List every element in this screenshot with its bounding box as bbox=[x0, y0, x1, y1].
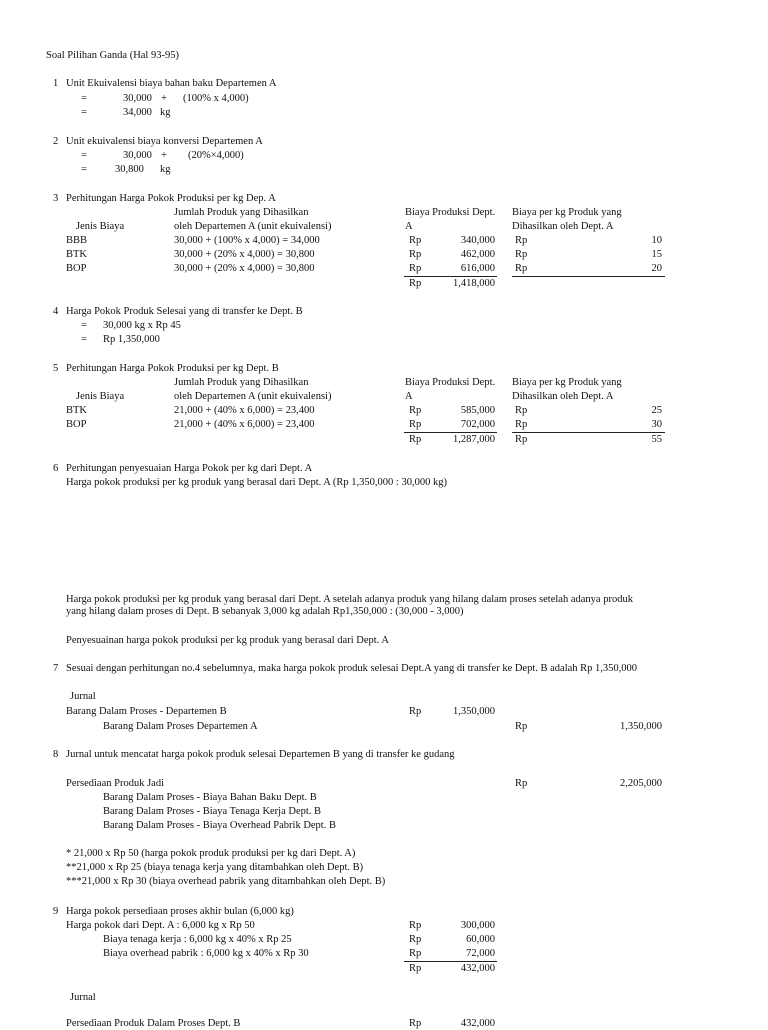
q8-debit-amount: 2,205,000 bbox=[620, 778, 662, 789]
q7-credit-rp: Rp bbox=[515, 721, 528, 732]
q8-note: ***21,000 x Rp 30 (biaya overhead pabrik yang ditambahkan oleh Dept. B) bbox=[66, 876, 386, 887]
q7-credit-account: Barang Dalam Proses Departemen A bbox=[103, 721, 258, 732]
q5-row-rp: Rp bbox=[409, 419, 422, 430]
q8-credit-account: Barang Dalam Proses - Biaya Bahan Baku Dept. B bbox=[103, 792, 317, 803]
q5-total-rule bbox=[404, 432, 497, 433]
q2-text: Unit ekuivalensi biaya konversi Departemen A bbox=[66, 136, 263, 147]
q2-paren: (20%×4,000) bbox=[188, 150, 244, 161]
q5-header-perkg-1: Biaya per kg Produk yang bbox=[512, 377, 622, 388]
q4-eq2: = bbox=[81, 334, 87, 345]
q4-line1: 30,000 kg x Rp 45 bbox=[103, 320, 181, 331]
q2-value1: 30,000 bbox=[123, 150, 152, 161]
q5-header-jumlah-2: oleh Departemen A (unit ekuivalensi) bbox=[174, 391, 332, 402]
q6-line1: Harga pokok produksi per kg produk yang berasal dari Dept. A (Rp 1,350,000 : 30,000 kg) bbox=[66, 477, 447, 488]
q3-row-perkg: 15 bbox=[651, 249, 662, 260]
q3-header-biaya-1: Biaya Produksi Dept. bbox=[405, 207, 496, 218]
q9-row-amount: 60,000 bbox=[466, 934, 495, 945]
q3-row-jenis: BBB bbox=[66, 235, 88, 246]
q9-row-amount: 72,000 bbox=[466, 948, 495, 959]
q3-row-rp: Rp bbox=[409, 249, 422, 260]
q3-total-rule bbox=[404, 276, 497, 277]
q6-paragraph-1: Harga pokok produksi per kg produk yang berasal dari Dept. A setelah adanya produk yang hilang dalam proses setelah adanya produk bbox=[66, 594, 633, 605]
q6-paragraph-3: Penyesuainan harga pokok produksi per kg produk yang berasal dari Dept. A bbox=[66, 635, 389, 646]
q1-plus: + bbox=[161, 93, 167, 104]
q3-row-formula: 30,000 + (100% x 4,000) = 34,000 bbox=[174, 235, 320, 246]
q5-row-rp: Rp bbox=[409, 405, 422, 416]
q7-debit-rp: Rp bbox=[409, 706, 422, 717]
q3-header-jenis: Jenis Biaya bbox=[76, 221, 125, 232]
q5-row-rp2: Rp bbox=[515, 405, 528, 416]
q5-row-biaya: 585,000 bbox=[460, 405, 495, 416]
q7-text: Sesuai dengan perhitungan no.4 sebelumnya, maka harga pokok produk selesai Dept.A yang di transfer ke Dept. B adalah Rp 1,350,000 bbox=[66, 663, 638, 674]
q9-number: 9 bbox=[53, 906, 59, 917]
q3-row-formula: 30,000 + (20% x 4,000) = 30,800 bbox=[174, 263, 315, 274]
q8-credit-account: Barang Dalam Proses - Biaya Tenaga Kerja Dept. B bbox=[103, 806, 322, 817]
q8-note: * 21,000 x Rp 50 (harga pokok produk produksi per kg dari Dept. A) bbox=[66, 848, 356, 859]
q6-text: Perhitungan penyesuaian Harga Pokok per kg dari Dept. A bbox=[66, 463, 313, 474]
q7-debit-amount: 1,350,000 bbox=[453, 706, 495, 717]
q5-total-perkg: 55 bbox=[651, 434, 662, 445]
q9-row-label: Harga pokok dari Dept. A : 6,000 kg x Rp 50 bbox=[66, 920, 255, 931]
q1-text: Unit Ekuivalensi biaya bahan baku Departemen A bbox=[66, 78, 277, 89]
q8-note: **21,000 x Rp 25 (biaya tenaga kerja yang ditambahkan oleh Dept. B) bbox=[66, 862, 364, 873]
q1-number: 1 bbox=[53, 78, 59, 89]
q3-header-perkg-1: Biaya per kg Produk yang bbox=[512, 207, 622, 218]
q2-number: 2 bbox=[53, 136, 59, 147]
q9-cut-account: Persediaan Produk Dalam Proses Dept. B bbox=[66, 1018, 241, 1029]
q9-row-rp: Rp bbox=[409, 934, 422, 945]
q3-row-rp2: Rp bbox=[515, 249, 528, 260]
q3-row-biaya: 616,000 bbox=[460, 263, 495, 274]
q3-row-rp2: Rp bbox=[515, 263, 528, 274]
page-title: Soal Pilihan Ganda (Hal 93-95) bbox=[46, 50, 179, 61]
q3-header-jumlah-2: oleh Departemen A (unit ekuivalensi) bbox=[174, 221, 332, 232]
q5-total-rp2: Rp bbox=[515, 434, 528, 445]
q9-row-rp: Rp bbox=[409, 948, 422, 959]
q9-total: 432,000 bbox=[460, 963, 495, 974]
q3-row-perkg: 10 bbox=[651, 235, 662, 246]
q8-debit-rp: Rp bbox=[515, 778, 528, 789]
q1-eq1: = bbox=[81, 93, 87, 104]
q2-eq1: = bbox=[81, 150, 87, 161]
q3-row-formula: 30,000 + (20% x 4,000) = 30,800 bbox=[174, 249, 315, 260]
q2-eq2: = bbox=[81, 164, 87, 175]
q5-row-perkg: 25 bbox=[651, 405, 662, 416]
q4-text: Harga Pokok Produk Selesai yang di transfer ke Dept. B bbox=[66, 306, 303, 317]
q9-row-label: Biaya overhead pabrik : 6,000 kg x 40% x Rp 30 bbox=[103, 948, 309, 959]
q5-number: 5 bbox=[53, 363, 59, 374]
q5-header-jenis: Jenis Biaya bbox=[76, 391, 125, 402]
q9-row-amount: 300,000 bbox=[460, 920, 495, 931]
q7-jurnal-label: Jurnal bbox=[70, 691, 96, 702]
q5-row-formula: 21,000 + (40% x 6,000) = 23,400 bbox=[174, 419, 315, 430]
q3-row-rp2: Rp bbox=[515, 235, 528, 246]
q8-number: 8 bbox=[53, 749, 59, 760]
q3-header-jumlah-1: Jumlah Produk yang Dihasilkan bbox=[174, 207, 309, 218]
q3-row-perkg: 20 bbox=[651, 263, 662, 274]
q3-number: 3 bbox=[53, 193, 59, 204]
q3-row-biaya: 462,000 bbox=[460, 249, 495, 260]
q9-row-label: Biaya tenaga kerja : 6,000 kg x 40% x Rp 25 bbox=[103, 934, 292, 945]
q6-number: 6 bbox=[53, 463, 59, 474]
q5-row-jenis: BOP bbox=[66, 419, 87, 430]
q3-text: Perhitungan Harga Pokok Produksi per kg Dep. A bbox=[66, 193, 276, 204]
q5-total-rp: Rp bbox=[409, 434, 422, 445]
q3-row-jenis: BTK bbox=[66, 249, 87, 260]
q8-debit-account: Persediaan Produk Jadi bbox=[66, 778, 164, 789]
q9-row-rp: Rp bbox=[409, 920, 422, 931]
q1-paren: (100% x 4,000) bbox=[183, 93, 249, 104]
q3-total-rp: Rp bbox=[409, 278, 422, 289]
q2-unit: kg bbox=[160, 164, 171, 175]
q7-credit-amount: 1,350,000 bbox=[620, 721, 662, 732]
q9-cut-amount: 432,000 bbox=[460, 1018, 495, 1029]
q5-row-biaya: 702,000 bbox=[460, 419, 495, 430]
q9-total-rule bbox=[404, 961, 497, 962]
q5-row-perkg: 30 bbox=[651, 419, 662, 430]
q5-header-jumlah-1: Jumlah Produk yang Dihasilkan bbox=[174, 377, 309, 388]
q9-text: Harga pokok persediaan proses akhir bulan (6,000 kg) bbox=[66, 906, 294, 917]
q1-unit: kg bbox=[160, 107, 171, 118]
q6-paragraph-2: yang hilang dalam proses di Dept. B sebanyak 3,000 kg adalah Rp1,350,000 : (30,000 - 3,000) bbox=[66, 606, 464, 617]
q1-value1: 30,000 bbox=[123, 93, 152, 104]
q4-line2: Rp 1,350,000 bbox=[103, 334, 160, 345]
q8-credit-account: Barang Dalam Proses - Biaya Overhead Pabrik Dept. B bbox=[103, 820, 336, 831]
q5-header-perkg-2: Dihasilkan oleh Dept. A bbox=[512, 391, 614, 402]
q4-number: 4 bbox=[53, 306, 59, 317]
q4-eq1: = bbox=[81, 320, 87, 331]
q3-header-biaya-2: A bbox=[405, 221, 413, 232]
q1-value2: 34,000 bbox=[123, 107, 152, 118]
q1-eq2: = bbox=[81, 107, 87, 118]
q3-row-biaya: 340,000 bbox=[460, 235, 495, 246]
q5-text: Perhitungan Harga Pokok Produksi per kg Dept. B bbox=[66, 363, 279, 374]
q3-perkg-rule bbox=[512, 276, 665, 277]
q8-text: Jurnal untuk mencatat harga pokok produk selesai Departemen B yang di transfer ke gudang bbox=[66, 749, 455, 760]
q2-value2: 30,800 bbox=[115, 164, 144, 175]
q3-row-rp: Rp bbox=[409, 235, 422, 246]
q5-row-rp2: Rp bbox=[515, 419, 528, 430]
q3-row-rp: Rp bbox=[409, 263, 422, 274]
q5-header-biaya-2: A bbox=[405, 391, 413, 402]
q7-debit-account: Barang Dalam Proses - Departemen B bbox=[66, 706, 227, 717]
q9-total-rp: Rp bbox=[409, 963, 422, 974]
q9-cut-rp: Rp bbox=[409, 1018, 422, 1029]
q5-row-formula: 21,000 + (40% x 6,000) = 23,400 bbox=[174, 405, 315, 416]
q5-header-biaya-1: Biaya Produksi Dept. bbox=[405, 377, 496, 388]
q3-total: 1,418,000 bbox=[453, 278, 495, 289]
q2-plus: + bbox=[161, 150, 167, 161]
q3-header-perkg-2: Dihasilkan oleh Dept. A bbox=[512, 221, 614, 232]
q5-total: 1,287,000 bbox=[453, 434, 495, 445]
q5-perkg-rule bbox=[512, 432, 665, 433]
q3-row-jenis: BOP bbox=[66, 263, 87, 274]
q5-row-jenis: BTK bbox=[66, 405, 87, 416]
q7-number: 7 bbox=[53, 663, 59, 674]
q9-jurnal-label: Jurnal bbox=[70, 992, 96, 1003]
